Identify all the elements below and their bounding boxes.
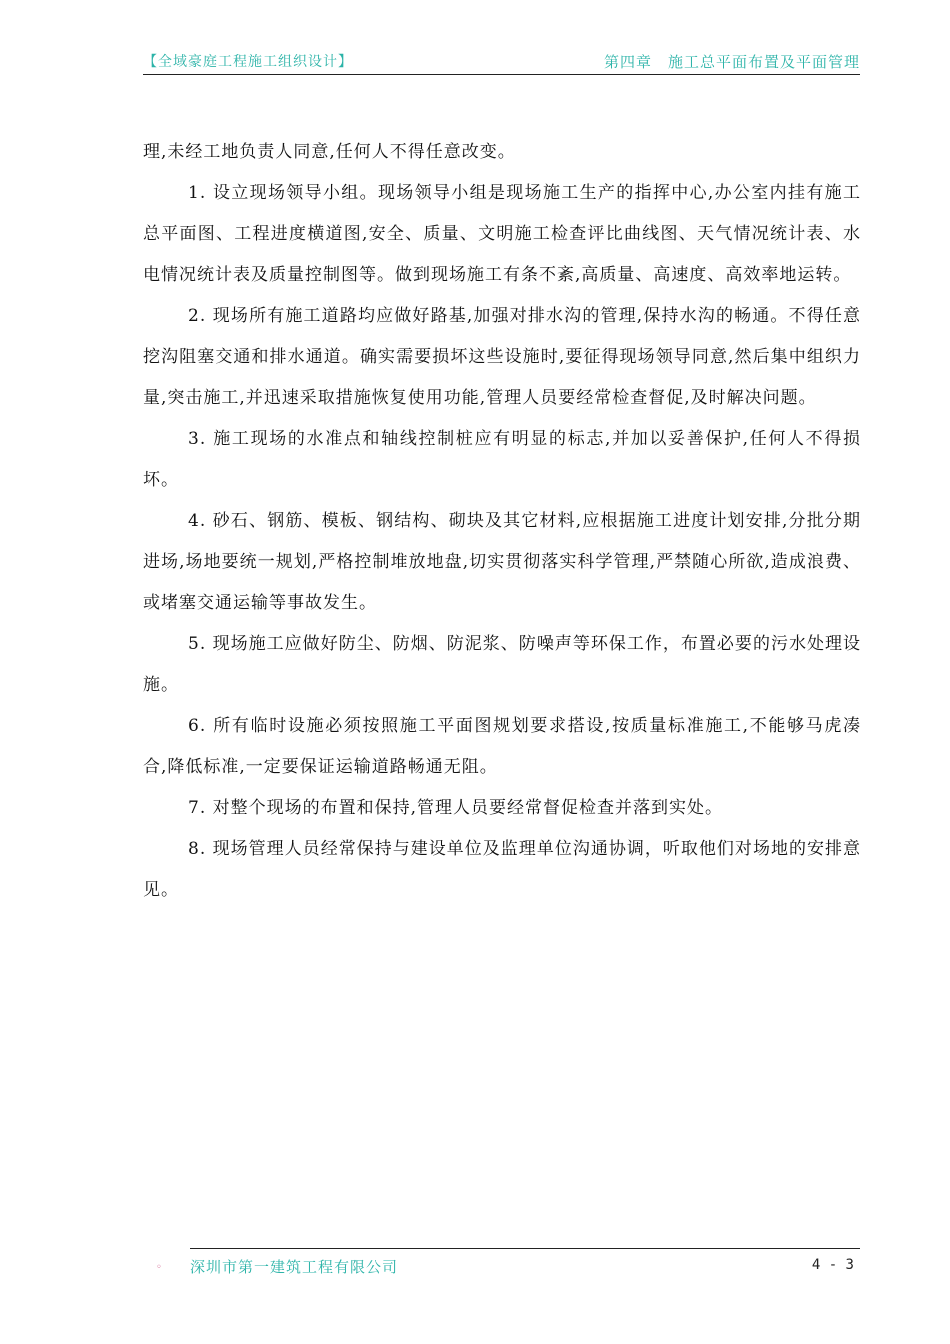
paragraph-item-8: 8. 现场管理人员经常保持与建设单位及监理单位沟通协调，听取他们对场地的安排意见。 xyxy=(143,839,861,900)
paragraph-item-5: 5. 现场施工应做好防尘、防烟、防泥浆、防噪声等环保工作，布置必要的污水处理设施。 xyxy=(143,634,861,695)
paragraph-item-4: 4. 砂石、钢筋、模板、钢结构、砌块及其它材料,应根据施工进度计划安排,分批分期进场,场地要统一规划,严格控制堆放地盘,切实贯彻落实科学管理,严禁随心所欲,造成浪费、或堵塞交通运输等事故发生。 xyxy=(143,511,861,613)
page-header xyxy=(143,50,860,75)
paragraph-item-2: 2. 现场所有施工道路均应做好路基,加强对排水沟的管理,保持水沟的畅通。不得任意挖沟阻塞交通和排水通道。确实需要损坏这些设施时,要征得现场领导同意,然后集中组织力量,突击施工,并迅速采取措施恢复使用功能,管理人员要经常检查督促,及时解决问题。 xyxy=(143,306,861,408)
footer-bullet-icon: ◦ xyxy=(156,1262,162,1273)
chapter-number: 第四章 xyxy=(603,53,652,71)
paragraph-item-6: 6. 所有临时设施必须按照施工平面图规划要求搭设,按质量标准施工,不能够马虎凑合,降低标准,一定要保证运输道路畅通无阻。 xyxy=(143,716,861,777)
paragraph-item-1: 1. 设立现场领导小组。现场领导小组是现场施工生产的指挥中心,办公室内挂有施工总平面图、工程进度横道图,安全、质量、文明施工检查评比曲线图、天气情况统计表、水电情况统计表及质量控制图等。做到现场施工有条不紊,高质量、高速度、高效率地运转。 xyxy=(143,183,861,285)
chapter-title: 施工总平面布置及平面管理 xyxy=(667,53,860,71)
body-text xyxy=(143,132,861,911)
footer-company-name: 深圳市第一建筑工程有限公司 xyxy=(190,1258,399,1276)
chapter-heading xyxy=(604,51,860,72)
footer-divider xyxy=(190,1248,860,1249)
paragraph-item-3: 3. 施工现场的水准点和轴线控制桩应有明显的标志,并加以妥善保护,任何人不得损坏。 xyxy=(143,429,861,490)
paragraph-continuation: 理,未经工地负责人同意,任何人不得任意改变。 xyxy=(143,142,516,162)
paragraph-item-7: 7. 对整个现场的布置和保持,管理人员要经常督促检查并落到实处。 xyxy=(188,798,724,818)
page-number: 4 - 3 xyxy=(811,1257,854,1273)
document-title: 【全域豪庭工程施工组织设计】 xyxy=(143,54,353,70)
